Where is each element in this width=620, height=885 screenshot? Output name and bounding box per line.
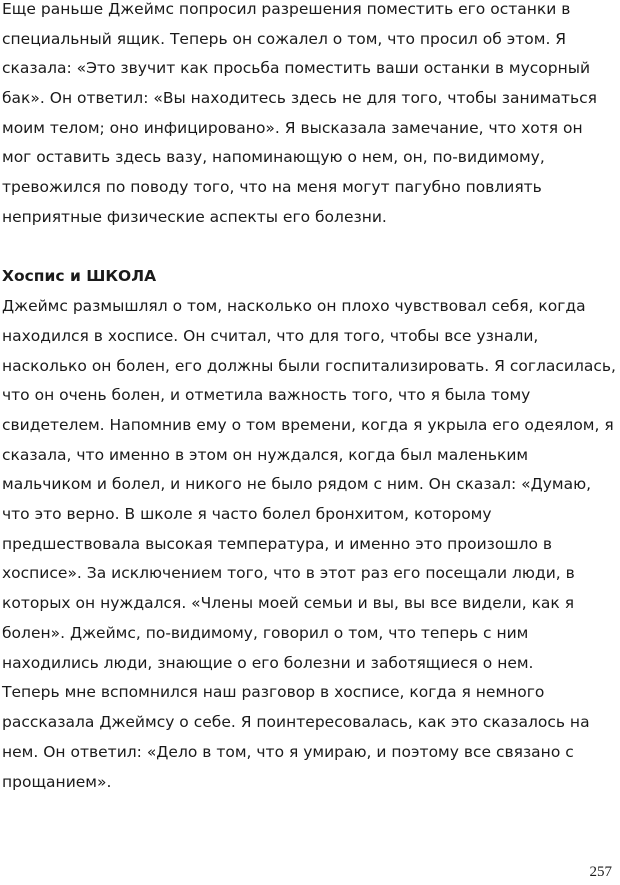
text-line: рассказала Джеймсу о себе. Я поинтересовалась, как это сказалось на <box>2 713 590 731</box>
text-line: Еще раньше Джеймс попросил разрешения поместить его останки в <box>2 0 571 18</box>
text-line: бак». Он ответил: «Вы находитесь здесь не для того, чтобы заниматься <box>2 89 597 107</box>
text-line: мальчиком и болел, и никого не было рядом с ним. Он сказал: «Думаю, <box>2 475 592 493</box>
text-line: нем. Он ответил: «Дело в том, что я умираю, и поэтому все связано с <box>2 743 574 761</box>
text-line: Теперь мне вспомнился наш разговор в хосписе, когда я немного <box>2 683 545 701</box>
text-line: тревожился по поводу того, что на меня могут пагубно повлиять <box>2 178 542 196</box>
text-line: предшествовала высокая температура, и именно это произошло в <box>2 535 553 553</box>
text-line: хосписе». За исключением того, что в этот раз его посещали люди, в <box>2 564 575 582</box>
text-line: мог оставить здесь вазу, напоминающую о нем, он, по-видимому, <box>2 148 545 166</box>
section-heading: Хоспис и ШКОЛА <box>2 267 157 285</box>
text-line: прощанием». <box>2 773 112 791</box>
text-line: находились люди, знающие о его болезни и заботящиеся о нем. <box>2 654 534 672</box>
text-line: что он очень болен, и отметила важность того, что я была тому <box>2 386 531 404</box>
text-line: моим телом; оно инфицировано». Я высказала замечание, что хотя он <box>2 119 583 137</box>
page-number: 257 <box>589 864 612 880</box>
text-line: неприятные физические аспекты его болезни. <box>2 208 387 226</box>
text-line: болен». Джеймс, по-видимому, говорил о том, что теперь с ним <box>2 624 529 642</box>
text-line: Джеймс размышлял о том, насколько он плохо чувствовал себя, когда <box>2 297 586 315</box>
text-line: находился в хосписе. Он считал, что для того, чтобы все узнали, <box>2 327 539 345</box>
text-line: сказала, что именно в этом он нуждался, когда был маленьким <box>2 446 529 464</box>
text-line: специальный ящик. Теперь он сожалел о том, что просил об этом. Я <box>2 30 567 48</box>
text-line: сказала: «Это звучит как просьба поместить ваши останки в мусорный <box>2 59 591 77</box>
text-line: насколько он болен, его должны были госпитализировать. Я согласилась, <box>2 357 616 375</box>
text-line: свидетелем. Напомнив ему о том времени, когда я укрыла его одеялом, я <box>2 416 614 434</box>
text-line: которых он нуждался. «Члены моей семьи и вы, вы все видели, как я <box>2 594 575 612</box>
text-line: что это верно. В школе я часто болел бронхитом, которому <box>2 505 492 523</box>
